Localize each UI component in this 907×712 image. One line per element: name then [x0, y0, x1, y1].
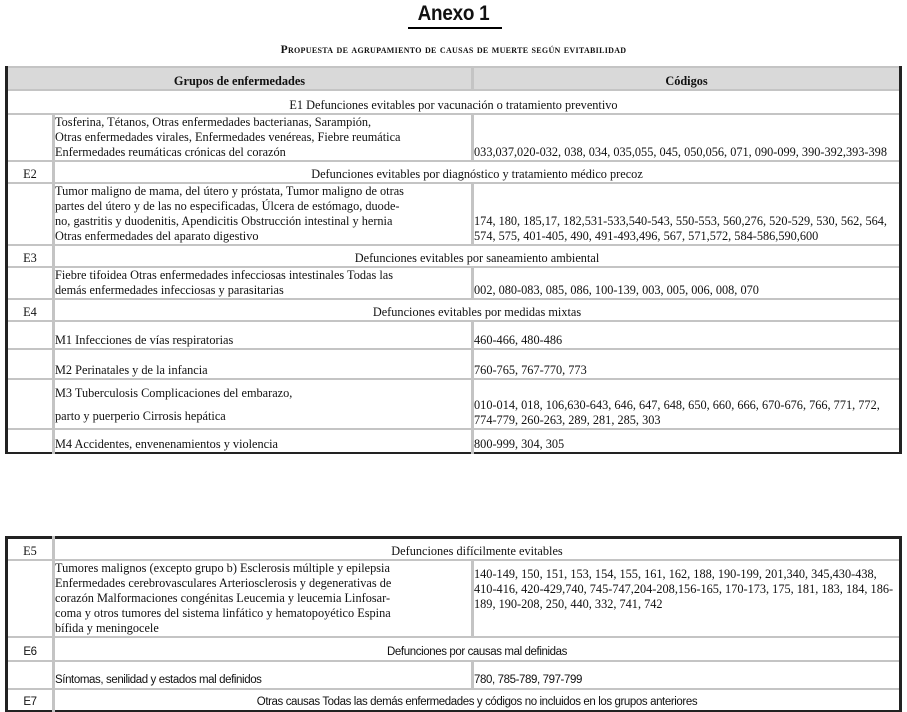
- column-header-groups: Grupos de enfermedades: [7, 67, 473, 90]
- table-row: [7, 267, 901, 299]
- group-code: E6: [7, 637, 54, 661]
- table-row: [7, 560, 901, 637]
- disease-description: M4 Accidentes, envenenamientos y violencia: [54, 429, 473, 453]
- desc-line: parto y puerperio Cirrosis hepática: [55, 409, 226, 423]
- disease-description: M2 Perinatales y de la infancia: [54, 349, 473, 379]
- disease-description: [54, 560, 473, 637]
- title-underline: [408, 27, 502, 29]
- table-row: [7, 661, 901, 689]
- desc-line: coma y otros tumores del sistema linfático y hematopoyético Espina: [55, 606, 391, 620]
- disease-description: [54, 379, 473, 429]
- table-row: [7, 379, 901, 429]
- desc-line: Otras enfermedades del aparato digestivo: [55, 229, 259, 243]
- group-header-row: [7, 637, 901, 661]
- empty-code-cell: [7, 349, 54, 379]
- desc-line: Tumores malignos (excepto grupo b) Esclerosis múltiple y epilepsia: [55, 561, 390, 575]
- desc-line: partes del útero y de las no especificadas, Úlcera de estómago, duode-: [55, 199, 400, 213]
- desc-line: Enfermedades reumáticas crónicas del corazón: [55, 145, 286, 159]
- disease-description: [54, 114, 473, 161]
- empty-code-cell: [7, 114, 54, 161]
- desc-line: corazón Malformaciones congénitas Leucemia y leucemia Linfosar-: [55, 591, 391, 605]
- icd-codes: 140-149, 150, 151, 153, 154, 155, 161, 162, 188, 190-199, 201,340, 345,430-438, 410-416, 420-429,740, 745-747,204-208,156-165, 170-173, 175, 181, 183, 184, 186-189, 190-208, 250, 440, 332, 741, 742: [473, 560, 901, 637]
- icd-codes: 002, 080-083, 085, 086, 100-139, 003, 005, 006, 008, 070: [473, 267, 901, 299]
- group-title-e7: Otras causas Todas las demás enfermedades y códigos no incluidos en los grupos anteriores: [54, 689, 901, 711]
- icd-codes: 780, 785-789, 797-799: [473, 661, 901, 689]
- table-header-row: [7, 67, 901, 90]
- disease-description: [54, 183, 473, 245]
- icd-codes: 760-765, 767-770, 773: [473, 349, 901, 379]
- desc-line: Fiebre tifoidea Otras enfermedades infecciosas intestinales Todas las: [55, 268, 393, 282]
- desc-line: M3 Tuberculosis Complicaciones del embarazo,: [55, 386, 293, 400]
- desc-line: Tosferina, Tétanos, Otras enfermedades bacterianas, Sarampión,: [55, 115, 372, 129]
- empty-code-cell: [7, 560, 54, 637]
- icd-codes: 174, 180, 185,17, 182,531-533,540-543, 550-553, 560,276, 520-529, 530, 562, 564, 574, 575, 401-405, 490, 491-493,496, 567, 571,572, 584-586,590,600: [473, 183, 901, 245]
- empty-code-cell: [7, 429, 54, 453]
- group-title-e6: Defunciones por causas mal definidas: [54, 637, 901, 661]
- disease-description: M1 Infecciones de vías respiratorias: [54, 321, 473, 349]
- group-title-e1: E1 Defunciones evitables por vacunación o tratamiento preventivo: [7, 90, 901, 114]
- group-code: E3: [7, 245, 54, 267]
- empty-code-cell: [7, 267, 54, 299]
- icd-codes: 460-466, 480-486: [473, 321, 901, 349]
- desc-line: Enfermedades cerebrovasculares Arteriosclerosis y degenerativas de: [55, 576, 392, 590]
- group-header-row: [7, 689, 901, 711]
- group-header-row: [7, 161, 901, 183]
- group-title-e2: Defunciones evitables por diagnóstico y tratamiento médico precoz: [54, 161, 901, 183]
- disease-description: Síntomas, senilidad y estados mal definidos: [54, 661, 473, 689]
- table-row: [7, 349, 901, 379]
- empty-code-cell: [7, 379, 54, 429]
- group-code: E7: [7, 689, 54, 711]
- group-title-e4: Defunciones evitables por medidas mixtas: [54, 299, 901, 321]
- group-code: E5: [7, 538, 54, 561]
- table-row: [7, 321, 901, 349]
- page-title: Anexo 1: [417, 2, 490, 25]
- icd-codes: 033,037,020-032, 038, 034, 035,055, 045, 050,056, 071, 090-099, 390-392,393-398: [473, 114, 901, 161]
- group-header-row: [7, 299, 901, 321]
- desc-line: no, gastritis y duodenitis, Apendicitis Obstrucción intestinal y hernia: [55, 214, 393, 228]
- icd-codes: 010-014, 018, 106,630-643, 646, 647, 648, 650, 660, 666, 670-676, 766, 771, 772, 774-779, 260-263, 289, 281, 285, 303: [473, 379, 901, 429]
- group-header-row: [7, 245, 901, 267]
- empty-code-cell: [7, 661, 54, 689]
- desc-line: Otras enfermedades virales, Enfermedades venéreas, Fiebre reumática: [55, 130, 401, 144]
- avoidability-table-part-2: [5, 536, 902, 712]
- disease-description: [54, 267, 473, 299]
- empty-code-cell: [7, 321, 54, 349]
- table-row: [7, 183, 901, 245]
- group-title-e5: Defunciones difícilmente evitables: [54, 538, 901, 561]
- avoidability-table-part-1: [5, 66, 902, 454]
- group-header-row: [7, 90, 901, 114]
- table-caption: Propuesta de agrupamiento de causas de muerte según evitabilidad: [280, 44, 627, 56]
- column-header-codes: Códigos: [473, 67, 901, 90]
- table-row: [7, 429, 901, 453]
- group-header-row: [7, 538, 901, 561]
- group-title-e3: Defunciones evitables por saneamiento ambiental: [54, 245, 901, 267]
- empty-code-cell: [7, 183, 54, 245]
- desc-line: Tumor maligno de mama, del útero y próstata, Tumor maligno de otras: [55, 184, 404, 198]
- group-code: E4: [7, 299, 54, 321]
- desc-line: bífida y meningocele: [55, 621, 159, 635]
- desc-line: demás enfermedades infecciosas y parasitarias: [55, 283, 284, 297]
- table-row: [7, 114, 901, 161]
- icd-codes: 800-999, 304, 305: [473, 429, 901, 453]
- group-code: E2: [7, 161, 54, 183]
